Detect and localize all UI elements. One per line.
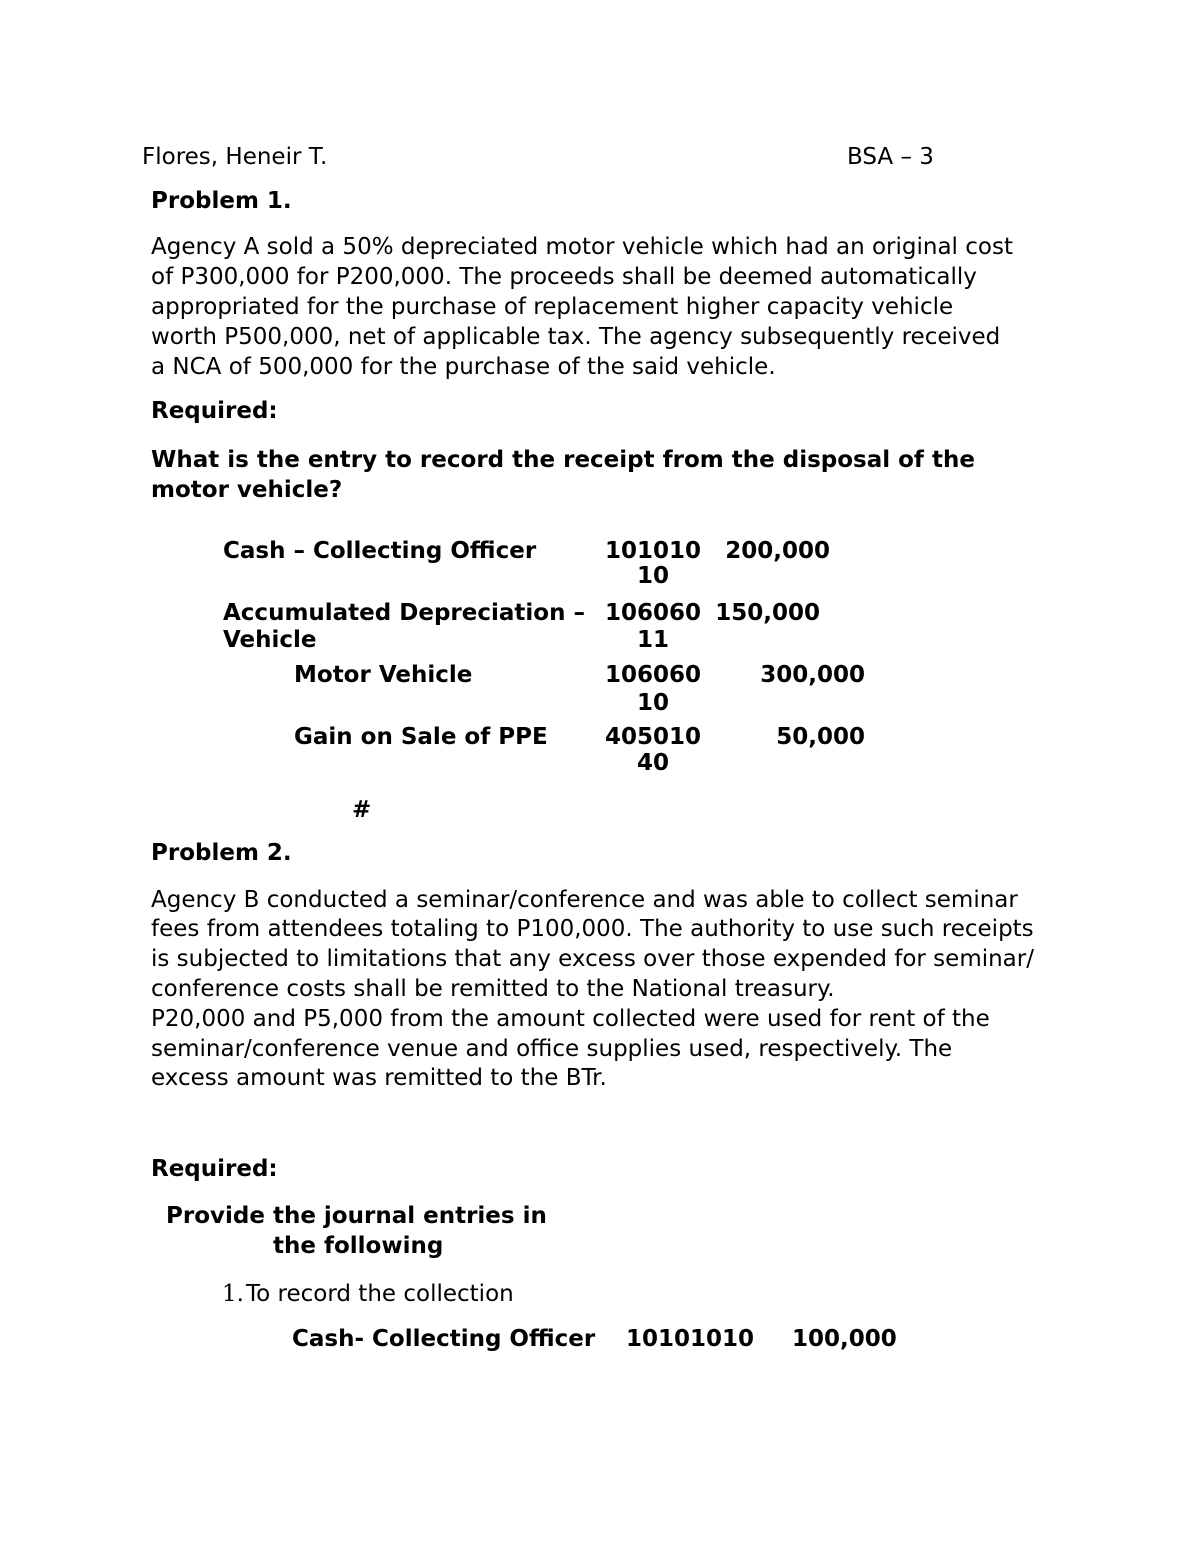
- journal-code: 405010: [605, 724, 702, 750]
- journal-code: 101010: [605, 538, 702, 564]
- journal-code: 10101010: [626, 1326, 755, 1352]
- problem-1-body-line: appropriated for the purchase of replacement higher capacity vehicle: [151, 294, 954, 320]
- problem-2-body-line: P20,000 and P5,000 from the amount collected were used for rent of the: [151, 1006, 990, 1032]
- problem-1-body-line: Agency A sold a 50% depreciated motor vehicle which had an original cost: [151, 234, 1013, 260]
- problem-2-body-line: seminar/conference venue and office supplies used, respectively. The: [151, 1036, 953, 1062]
- item-number: 1.: [222, 1281, 244, 1307]
- problem-2-body-line: conference costs shall be remitted to the National treasury.: [151, 976, 835, 1002]
- journal-account: Accumulated Depreciation –: [223, 600, 585, 626]
- journal-account: Cash- Collecting Officer: [292, 1326, 596, 1352]
- question-line: What is the entry to record the receipt from the disposal of the: [151, 447, 975, 473]
- journal-account: Gain on Sale of PPE: [294, 724, 548, 750]
- journal-account-line-2: Vehicle: [223, 627, 317, 653]
- problem-2-heading: Problem 2.: [151, 840, 292, 866]
- problem-2-body-line: excess amount was remitted to the BTr.: [151, 1065, 607, 1091]
- problem-2-body-line: fees from attendees totaling to P100,000. The authority to use such receipts: [151, 916, 1034, 942]
- journal-amount: 100,000: [792, 1326, 897, 1352]
- journal-account: Cash – Collecting Officer: [223, 538, 537, 564]
- instruction-line: the following: [273, 1233, 444, 1259]
- problem-2-body-line: is subjected to limitations that any excess over those expended for seminar/: [151, 946, 1034, 972]
- journal-code: 106060: [605, 600, 702, 626]
- problem-1-required-label: Required:: [151, 398, 278, 424]
- problem-1-body-line: of P300,000 for P200,000. The proceeds shall be deemed automatically: [151, 264, 977, 290]
- journal-code-suffix: 10: [637, 690, 670, 716]
- problem-1-body-line: a NCA of 500,000 for the purchase of the said vehicle.: [151, 354, 776, 380]
- end-mark: #: [352, 797, 372, 823]
- problem-2-body-line: Agency B conducted a seminar/conference and was able to collect seminar: [151, 887, 1018, 913]
- journal-debit: 200,000: [725, 538, 830, 564]
- student-name: Flores, Heneir T.: [142, 144, 328, 170]
- journal-credit: 50,000: [776, 724, 865, 750]
- problem-1-heading: Problem 1.: [151, 188, 292, 214]
- journal-account: Motor Vehicle: [294, 662, 473, 688]
- journal-credit: 300,000: [760, 662, 865, 688]
- journal-debit: 150,000: [715, 600, 820, 626]
- course-label: BSA – 3: [847, 144, 934, 170]
- journal-code-suffix: 40: [637, 750, 670, 776]
- instruction-line: Provide the journal entries in: [166, 1203, 547, 1229]
- question-line: motor vehicle?: [151, 477, 343, 503]
- problem-2-required-label: Required:: [151, 1156, 278, 1182]
- journal-code-suffix: 10: [637, 563, 670, 589]
- journal-code: 106060: [605, 662, 702, 688]
- problem-1-body-line: worth P500,000, net of applicable tax. The agency subsequently received: [151, 324, 1001, 350]
- journal-code-suffix: 11: [637, 627, 670, 653]
- item-text: To record the collection: [246, 1281, 514, 1307]
